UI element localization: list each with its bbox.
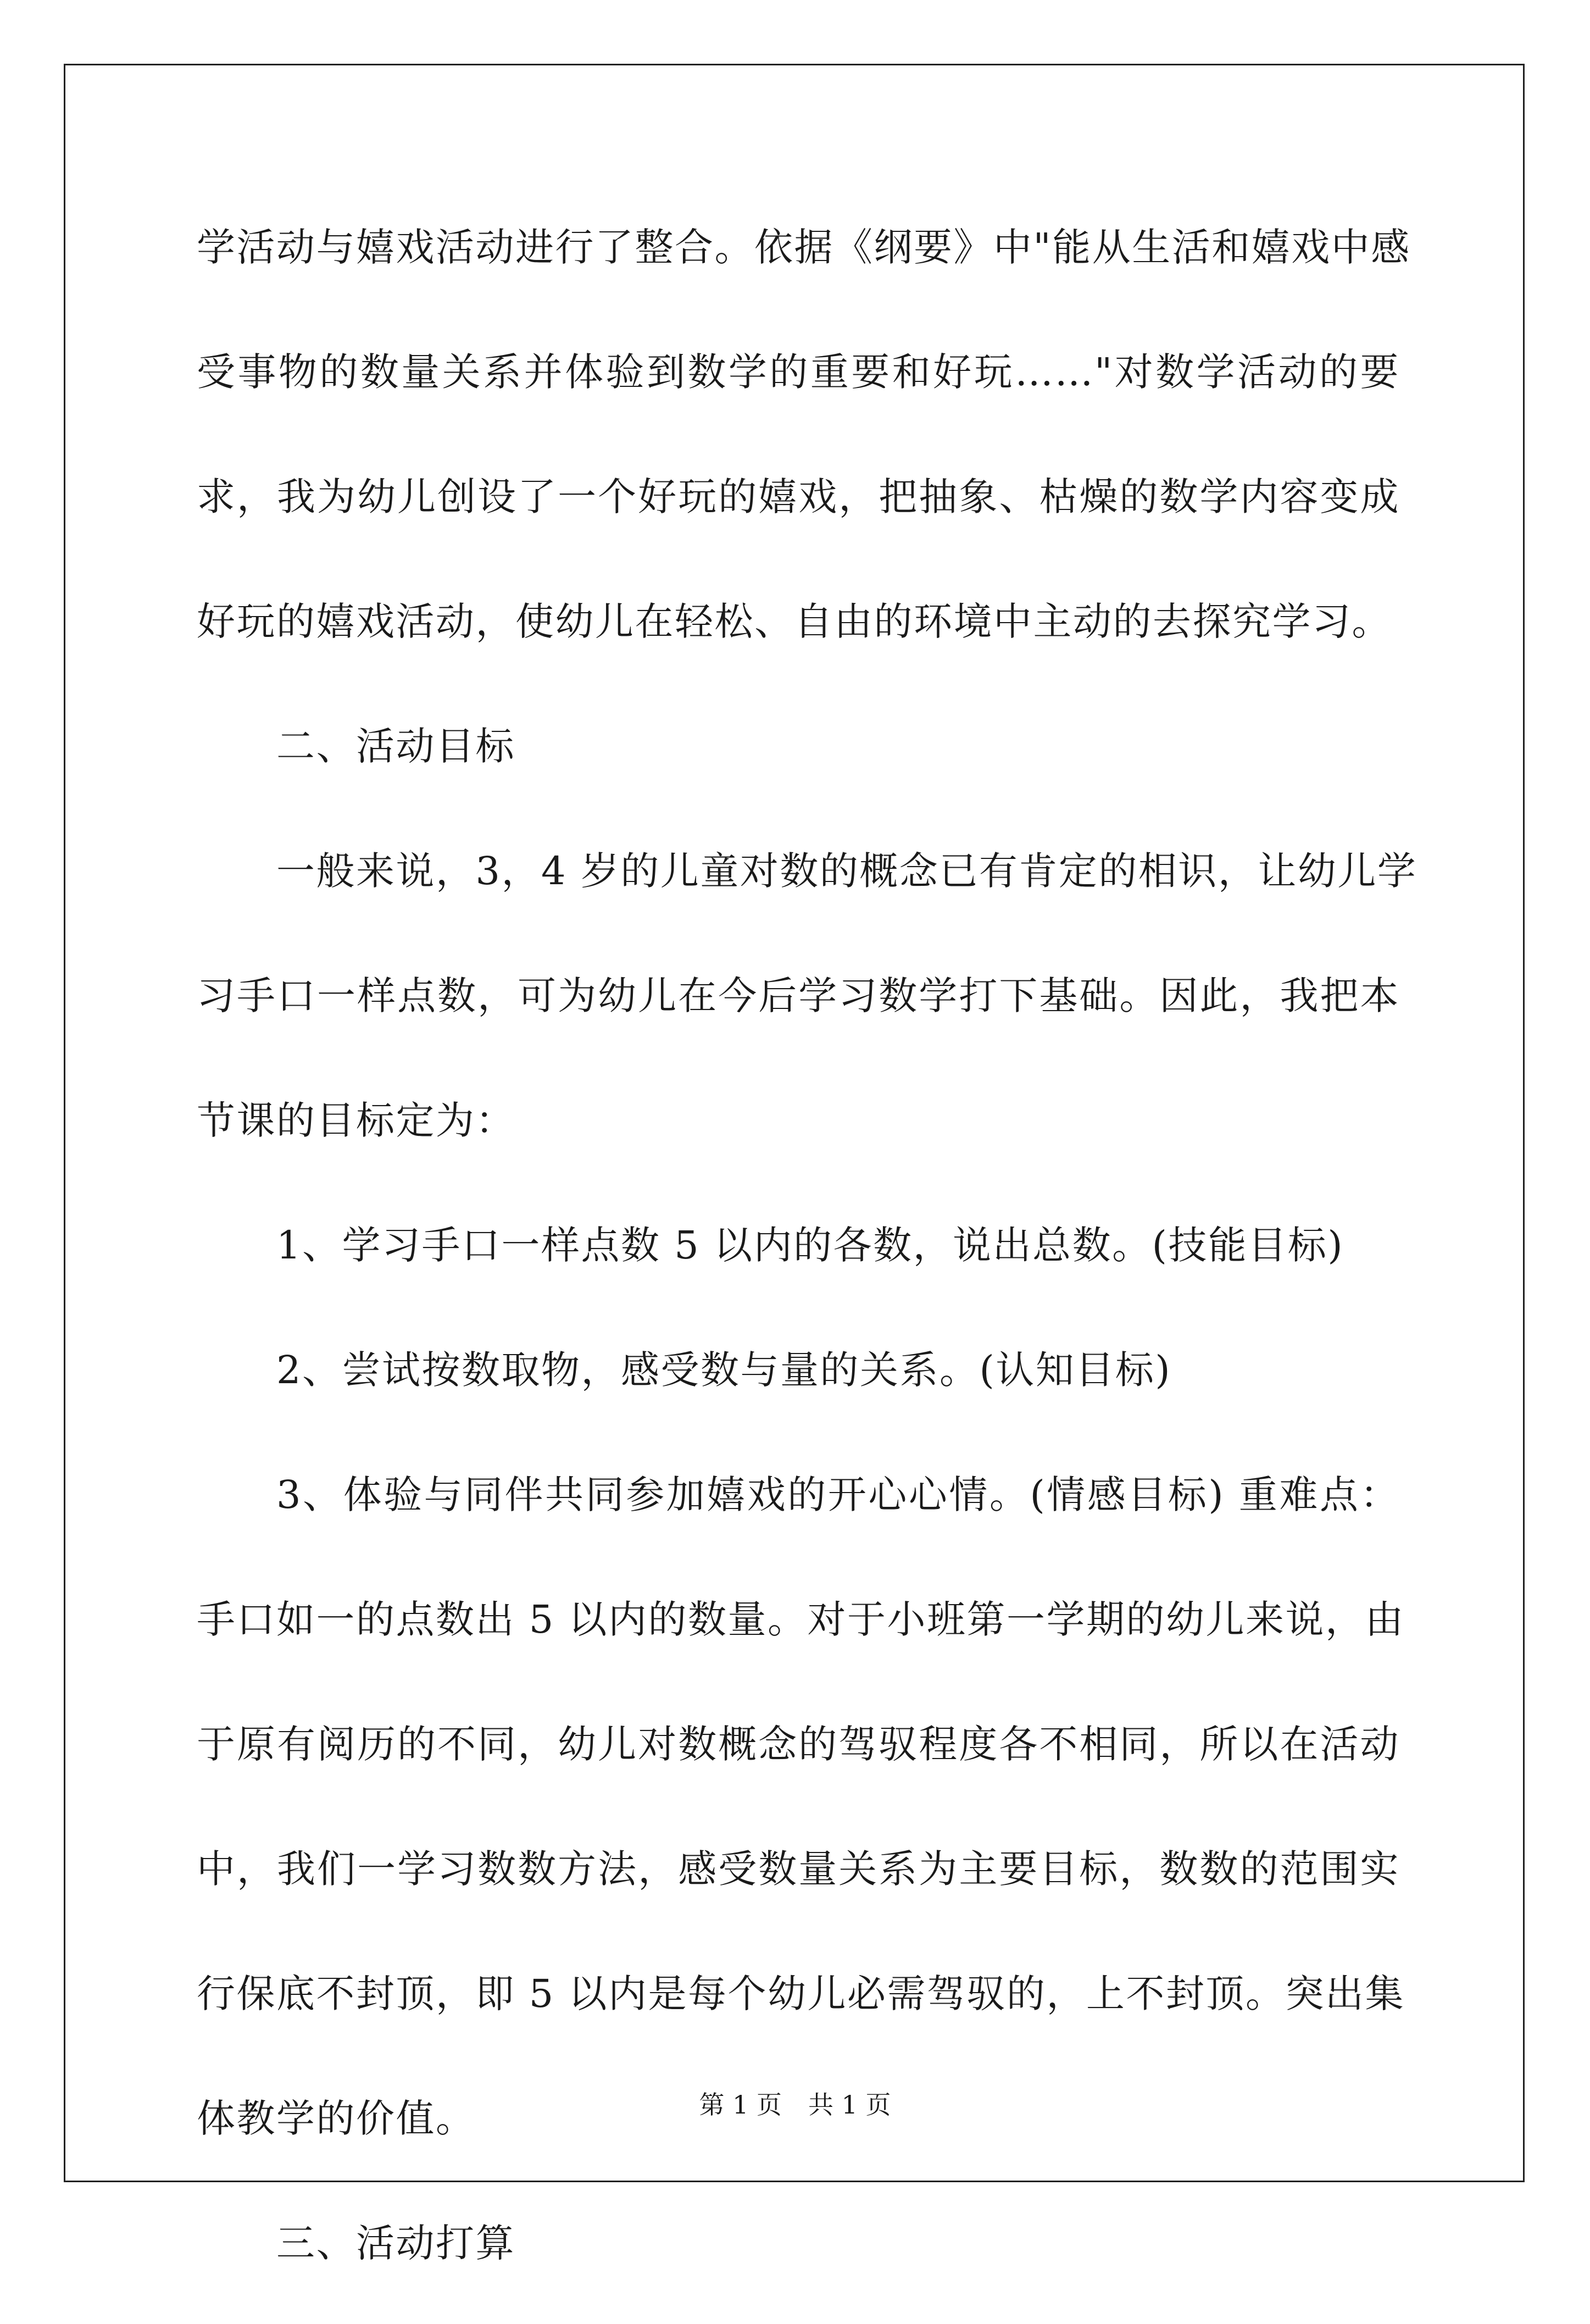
page-number: 第 1 页 [699, 2090, 782, 2120]
page-total: 共 1 页 [808, 2090, 891, 2120]
paragraph-line: 体教学的价值。 [197, 2096, 476, 2141]
goal-item: 2、尝试按数取物，感受数与量的关系。(认知目标) [276, 1347, 1172, 1393]
paragraph-line: 受事物的数量关系并体验到数学的重要和好玩……"对数学活动的要 [197, 350, 1400, 395]
paragraph-line: 中，我们一学习数数方法，感受数量关系为主要目标，数数的范围实 [197, 1846, 1400, 1892]
paragraph-line: 求，我为幼儿创设了一个好玩的嬉戏，把抽象、枯燥的数学内容变成 [197, 474, 1400, 519]
paragraph-line: 手口如一的点数出 5 以内的数量。对于小班第一学期的幼儿来说，由 [197, 1597, 1405, 1642]
paragraph-line: 一般来说，3，4 岁的儿童对数的概念已有肯定的相识，让幼儿学 [276, 848, 1417, 894]
document-body [197, 203, 1417, 2324]
goal-item: 3、体验与同伴共同参加嬉戏的开心心情。(情感目标) 重难点： [276, 1472, 1400, 1517]
section-heading: 二、活动目标 [276, 724, 515, 769]
goal-item: 1、学习手口一样点数 5 以内的各数，说出总数。(技能目标) [276, 1223, 1344, 1268]
paragraph-line: 习手口一样点数，可为幼儿在今后学习数学打下基础。因此，我把本 [197, 973, 1400, 1018]
paragraph-line: 行保底不封顶，即 5 以内是每个幼儿必需驾驭的，上不封顶。突出集 [197, 1971, 1405, 2016]
paragraph-line: 于原有阅历的不同，幼儿对数概念的驾驭程度各不相同，所以在活动 [197, 1722, 1400, 1767]
page-footer [0, 2088, 1590, 2121]
paragraph-line: 节课的目标定为： [197, 1098, 515, 1143]
paragraph-line: 好玩的嬉戏活动，使幼儿在轻松、自由的环境中主动的去探究学习。 [197, 599, 1392, 644]
paragraph-line: 学活动与嬉戏活动进行了整合。依据《纲要》中"能从生活和嬉戏中感 [197, 225, 1411, 270]
section-heading: 三、活动打算 [276, 2221, 515, 2266]
